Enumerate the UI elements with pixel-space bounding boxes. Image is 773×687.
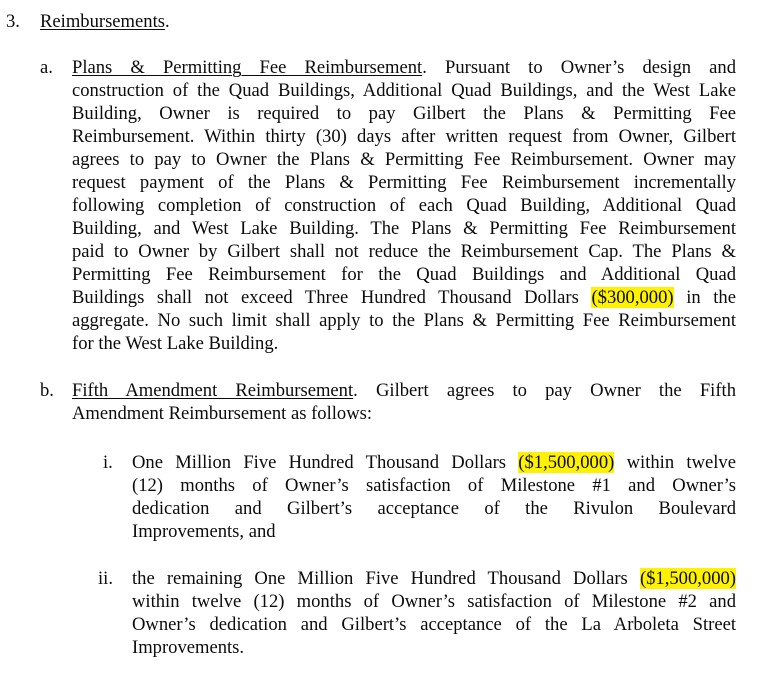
item-i-line-1-pre: One Million Five Hundred Thousand Dollars xyxy=(132,452,519,473)
item-a-line-7: following completion of construction of each Quad Building, Additional Quad xyxy=(72,195,736,216)
item-a-heading: Plans & Permitting Fee Reimbursement xyxy=(72,57,423,78)
item-a-line-9: paid to Owner by Gilbert shall not reduce the Reimbursement Cap. The Plans & xyxy=(72,241,736,262)
item-i-line-2: (12) months of Owner’s satisfaction of Milestone #1 and Owner’s xyxy=(132,475,736,496)
item-a-line-5: agrees to pay to Owner the Plans & Permitting Fee Reimbursement. Owner may xyxy=(72,149,736,170)
item-i-line-3: dedication and Gilbert’s acceptance of the Rivulon Boulevard xyxy=(132,498,736,519)
item-a-line-11-pre: Buildings shall not exceed Three Hundred Thousand Dollars xyxy=(72,287,592,308)
item-i-marker: i. xyxy=(103,452,113,473)
section-number: 3. xyxy=(6,11,20,32)
section-title-period: . xyxy=(164,11,170,32)
highlighted-amount-1500000-first: ($1,500,000) xyxy=(518,452,615,473)
item-a-line-12: aggregate. No such limit shall apply to the Plans & Permitting Fee Reimbursement xyxy=(72,310,736,331)
item-a-line-3: Building, Owner is required to pay Gilbert the Plans & Permitting Fee xyxy=(72,103,736,124)
item-b-marker: b. xyxy=(40,380,54,401)
item-a-line-1 xyxy=(72,56,736,79)
item-a-line-10: Permitting Fee Reimbursement for the Quad Buildings and Additional Quad xyxy=(72,264,736,285)
section-title xyxy=(40,10,170,33)
item-b-line-1 xyxy=(72,379,736,402)
item-i-line-4: Improvements, and xyxy=(132,521,276,542)
item-b-line-2: Amendment Reimbursement as follows: xyxy=(72,403,373,424)
item-a-heading-period: . xyxy=(422,57,427,78)
item-a-line-11 xyxy=(72,286,736,309)
item-b-heading: Fifth Amendment Reimbursement xyxy=(72,380,354,401)
item-ii-line-3: Owner’s dedication and Gilbert’s acceptance of the La Arboleta Street xyxy=(132,614,736,635)
section-title-text: Reimbursements xyxy=(40,11,165,32)
item-ii-line-2: within twelve (12) months of Owner’s satisfaction of Milestone #2 and xyxy=(132,591,736,612)
item-a-line-4: Reimbursement. Within thirty (30) days after written request from Owner, Gilbert xyxy=(72,126,736,147)
item-ii-line-1-pre: the remaining One Million Five Hundred Thousand Dollars xyxy=(132,568,640,589)
item-ii-line-1 xyxy=(132,567,736,590)
item-ii-marker: ii. xyxy=(98,568,113,589)
item-a-line-1-rest: Pursuant to Owner’s design and xyxy=(426,57,736,78)
item-i-line-1-post: within twelve xyxy=(614,452,736,473)
item-b-heading-period: . xyxy=(353,380,358,401)
item-b-line-1-rest: Gilbert agrees to pay Owner the Fifth xyxy=(357,380,736,401)
item-a-line-8: Building, and West Lake Building. The Plans & Permitting Fee Reimbursement xyxy=(72,218,736,239)
item-a-marker: a. xyxy=(40,57,53,78)
item-a-line-11-post: in the xyxy=(673,287,736,308)
item-ii-line-4: Improvements. xyxy=(132,637,245,658)
highlighted-amount-300000: ($300,000) xyxy=(591,287,674,308)
item-a-line-6: request payment of the Plans & Permitting Fee Reimbursement incrementally xyxy=(72,172,736,193)
item-i-line-1 xyxy=(132,451,736,474)
item-a-line-13: for the West Lake Building. xyxy=(72,333,279,354)
highlighted-amount-1500000-second: ($1,500,000) xyxy=(639,568,736,589)
item-a-line-2: construction of the Quad Buildings, Additional Quad Buildings, and the West Lake xyxy=(72,80,736,101)
